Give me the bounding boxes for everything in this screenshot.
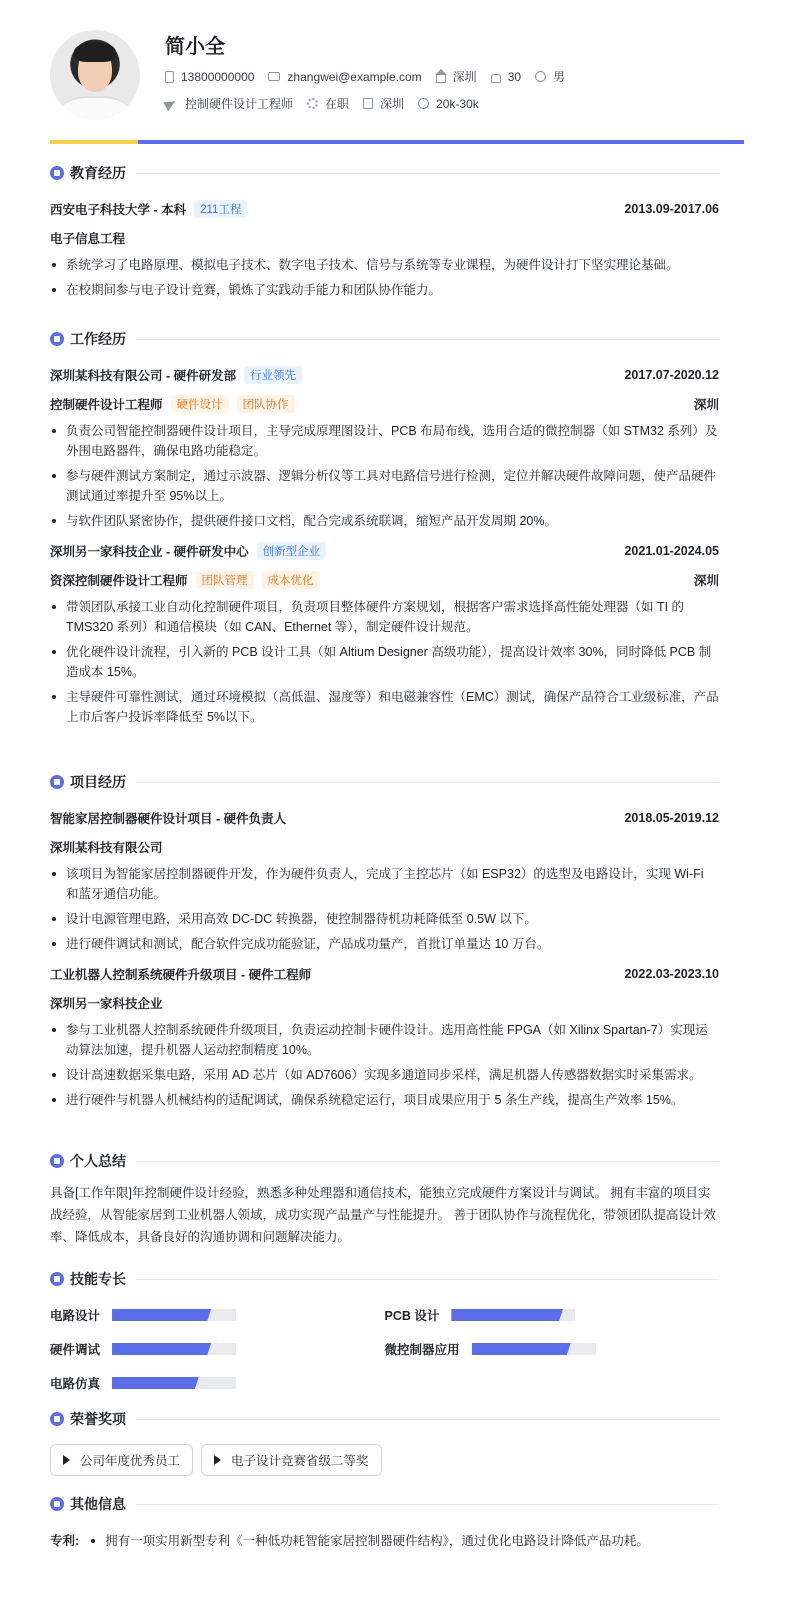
position-text: 控制硬件设计工程师	[185, 97, 294, 111]
education-period: 2013.09-2017.06	[624, 202, 719, 216]
awards-section	[50, 1408, 719, 1476]
list-item: 参与硬件测试方案制定，通过示波器、逻辑分析仪等工具对电路信号进行检测，定位并解决硬件故障问题，使产品硬件测试通过率提升至 95%以上。	[50, 466, 719, 506]
contact-row	[165, 68, 579, 85]
list-item: 优化硬件设计流程，引入新的 PCB 设计工具（如 Altium Designer 高级功能），提高设计效率 30%，同时降低 PCB 制造成本 15%。	[50, 642, 719, 682]
work-period: 2021.01-2024.05	[624, 544, 719, 558]
role-name: 资深控制硬件设计工程师	[50, 574, 188, 588]
skills-section	[50, 1268, 719, 1394]
other-section	[50, 1493, 719, 1551]
other-value: 拥有一项实用新型专利《一种低功耗智能家居控制器硬件结构》，通过优化电路设计降低产品功耗。	[89, 1531, 649, 1551]
list-item: 主导硬件可靠性测试，通过环境模拟（高低温、湿度等）和电磁兼容性（EMC）测试，确保产品符合工业级标准，产品上市后客户投诉率降低至 5%以下。	[50, 687, 719, 727]
company-name: 深圳另一家科技企业 - 硬件研发中心	[50, 545, 249, 559]
section-title: 工作经历	[70, 331, 126, 347]
medal-icon	[50, 1412, 64, 1426]
money-icon	[418, 98, 429, 109]
section-title: 技能专长	[70, 1271, 126, 1287]
chart-icon	[50, 775, 64, 789]
gear-icon	[307, 98, 318, 109]
school-name: 西安电子科技大学 - 本科	[50, 203, 187, 217]
age-text: 30	[507, 69, 522, 84]
school-tag: 211工程	[194, 200, 247, 218]
list-item: 参与工业机器人控制系统硬件升级项目，负责运动控制卡硬件设计。选用高性能 FPGA（如 Xilinx Spartan-7）实现运动算法加速，提升机器人运动控制精度 10%。	[50, 1020, 719, 1060]
resume-header	[50, 0, 744, 150]
projects-section	[50, 771, 719, 1115]
triangle-icon	[214, 1455, 221, 1465]
list-item: 进行硬件与机器人机械结构的适配调试，确保系统稳定运行，项目成果应用于 5 条生产线，提高生产效率 15%。	[50, 1090, 719, 1110]
briefcase-icon	[50, 332, 64, 346]
avatar	[50, 30, 140, 120]
award-chip: 电子设计竞赛省级二等奖	[201, 1444, 382, 1476]
triangle-icon	[63, 1455, 70, 1465]
skill-level-bar	[451, 1309, 575, 1321]
list-item: 设计高速数据采集电路，采用 AD 芯片（如 AD7606）实现多通道同步采样，满足机器人传感器数据实时采集需求。	[50, 1065, 719, 1085]
section-title: 项目经历	[70, 774, 126, 790]
education-section	[50, 162, 719, 305]
section-title: 个人总结	[70, 1153, 126, 1169]
skill-item: 电路设计	[50, 1304, 385, 1326]
skill-item: 硬件调试	[50, 1338, 385, 1360]
list-item: 系统学习了电路原理、模拟电子技术、数字电子技术、信号与系统等专业课程，为硬件设计打下坚实理论基础。	[50, 255, 719, 275]
project-title: 智能家居控制器硬件设计项目 - 硬件负责人	[50, 812, 287, 826]
major: 电子信息工程	[50, 232, 126, 246]
work-location: 深圳	[693, 398, 719, 412]
mail-icon	[268, 72, 280, 81]
skill-level-bar	[112, 1377, 236, 1389]
project-company: 深圳另一家科技企业	[50, 997, 163, 1011]
award-chip: 公司年度优秀员工	[50, 1444, 193, 1476]
company-tag: 行业领先	[244, 366, 302, 384]
star-icon	[50, 1497, 64, 1511]
home-icon	[436, 75, 446, 83]
status-text: 在职	[325, 97, 350, 111]
other-key: 专利:	[50, 1534, 80, 1548]
skill-item: 电路仿真	[50, 1372, 385, 1394]
section-title: 教育经历	[70, 165, 126, 181]
list-item: 负责公司智能控制器硬件设计项目，主导完成原理图设计、PCB 布局布线，选用合适的微控制器（如 STM32 系列）及外围电路器件，确保电路功能稳定。	[50, 421, 719, 461]
gender-text: 男	[553, 70, 566, 84]
other-item	[50, 1531, 719, 1551]
section-title: 荣誉奖项	[70, 1411, 126, 1427]
list-item: 与软件团队紧密协作，提供硬件接口文档，配合完成系统联调，缩短产品开发周期 20%。	[50, 511, 719, 531]
list-item: 在校期间参与电子设计竞赛，锻炼了实践动手能力和团队协作能力。	[50, 280, 719, 300]
project-company: 深圳某科技有限公司	[50, 841, 163, 855]
building-icon	[363, 98, 373, 109]
list-item: 该项目为智能家居控制器硬件开发，作为硬件负责人，完成了主控芯片（如 ESP32）的选型及电路设计，实现 Wi-Fi 和蓝牙通信功能。	[50, 864, 719, 904]
company-tag: 创新型企业	[257, 542, 327, 560]
skill-level-bar	[112, 1309, 236, 1321]
summary-section	[50, 1150, 719, 1248]
project-period: 2022.03-2023.10	[624, 967, 719, 981]
skill-item: 微控制器应用	[385, 1338, 720, 1360]
candidate-name: 简小全	[165, 36, 225, 58]
phone-icon	[165, 71, 174, 83]
header-divider	[50, 140, 744, 144]
role-tag: 成本优化	[262, 571, 320, 589]
list-item: 设计电源管理电路，采用高效 DC-DC 转换器，使控制器待机功耗降低至 0.5W 以下。	[50, 909, 719, 929]
summary-text: 具备[工作年限]年控制硬件设计经验，熟悉多种处理器和通信技术，能独立完成硬件方案设计与调试。 拥有丰富的项目实战经验，从智能家居到工业机器人领域，成功实现产品量产与性能提升。 善于团队协作与流程优化，带领团队提高设计效率、降低成本，具备良好的沟通协调和问题解决能力。	[50, 1186, 716, 1244]
email-text: zhangwei@example.com	[287, 69, 422, 84]
skill-item: PCB 设计	[385, 1304, 720, 1326]
cake-icon	[491, 74, 501, 83]
phone-text: 13800000000	[181, 69, 255, 84]
company-name: 深圳某科技有限公司 - 硬件研发部	[50, 369, 237, 383]
work-location: 深圳	[693, 574, 719, 588]
list-item: 带领团队承接工业自动化控制硬件项目，负责项目整体硬件方案规划，根据客户需求选择高性能处理器（如 TI 的 TMS320 系列）和通信模块（如 CAN、Ethernet 等），制定硬件设计规范。	[50, 597, 719, 637]
send-icon	[163, 96, 178, 110]
section-title: 其他信息	[70, 1496, 126, 1512]
user-icon	[50, 1154, 64, 1168]
bar-chart-icon	[50, 1272, 64, 1286]
skill-level-bar	[472, 1343, 596, 1355]
work-city-text: 深圳	[380, 97, 405, 111]
gender-icon	[535, 71, 546, 82]
salary-text: 20k-30k	[436, 96, 479, 111]
job-intent-row	[165, 95, 493, 112]
role-tag: 团队协作	[237, 395, 295, 413]
role-name: 控制硬件设计工程师	[50, 398, 163, 412]
skill-level-bar	[112, 1343, 236, 1355]
list-item: 进行硬件调试和测试，配合软件完成功能验证，产品成功量产，首批订单量达 10 万台。	[50, 934, 719, 954]
role-tag: 硬件设计	[171, 395, 229, 413]
work-period: 2017.07-2020.12	[624, 368, 719, 382]
project-title: 工业机器人控制系统硬件升级项目 - 硬件工程师	[50, 968, 312, 982]
skills-grid	[50, 1304, 719, 1394]
role-tag: 团队管理	[196, 571, 254, 589]
work-section	[50, 328, 719, 732]
city-text: 深圳	[452, 70, 477, 84]
graduation-cap-icon	[50, 166, 64, 180]
project-period: 2018.05-2019.12	[624, 811, 719, 825]
